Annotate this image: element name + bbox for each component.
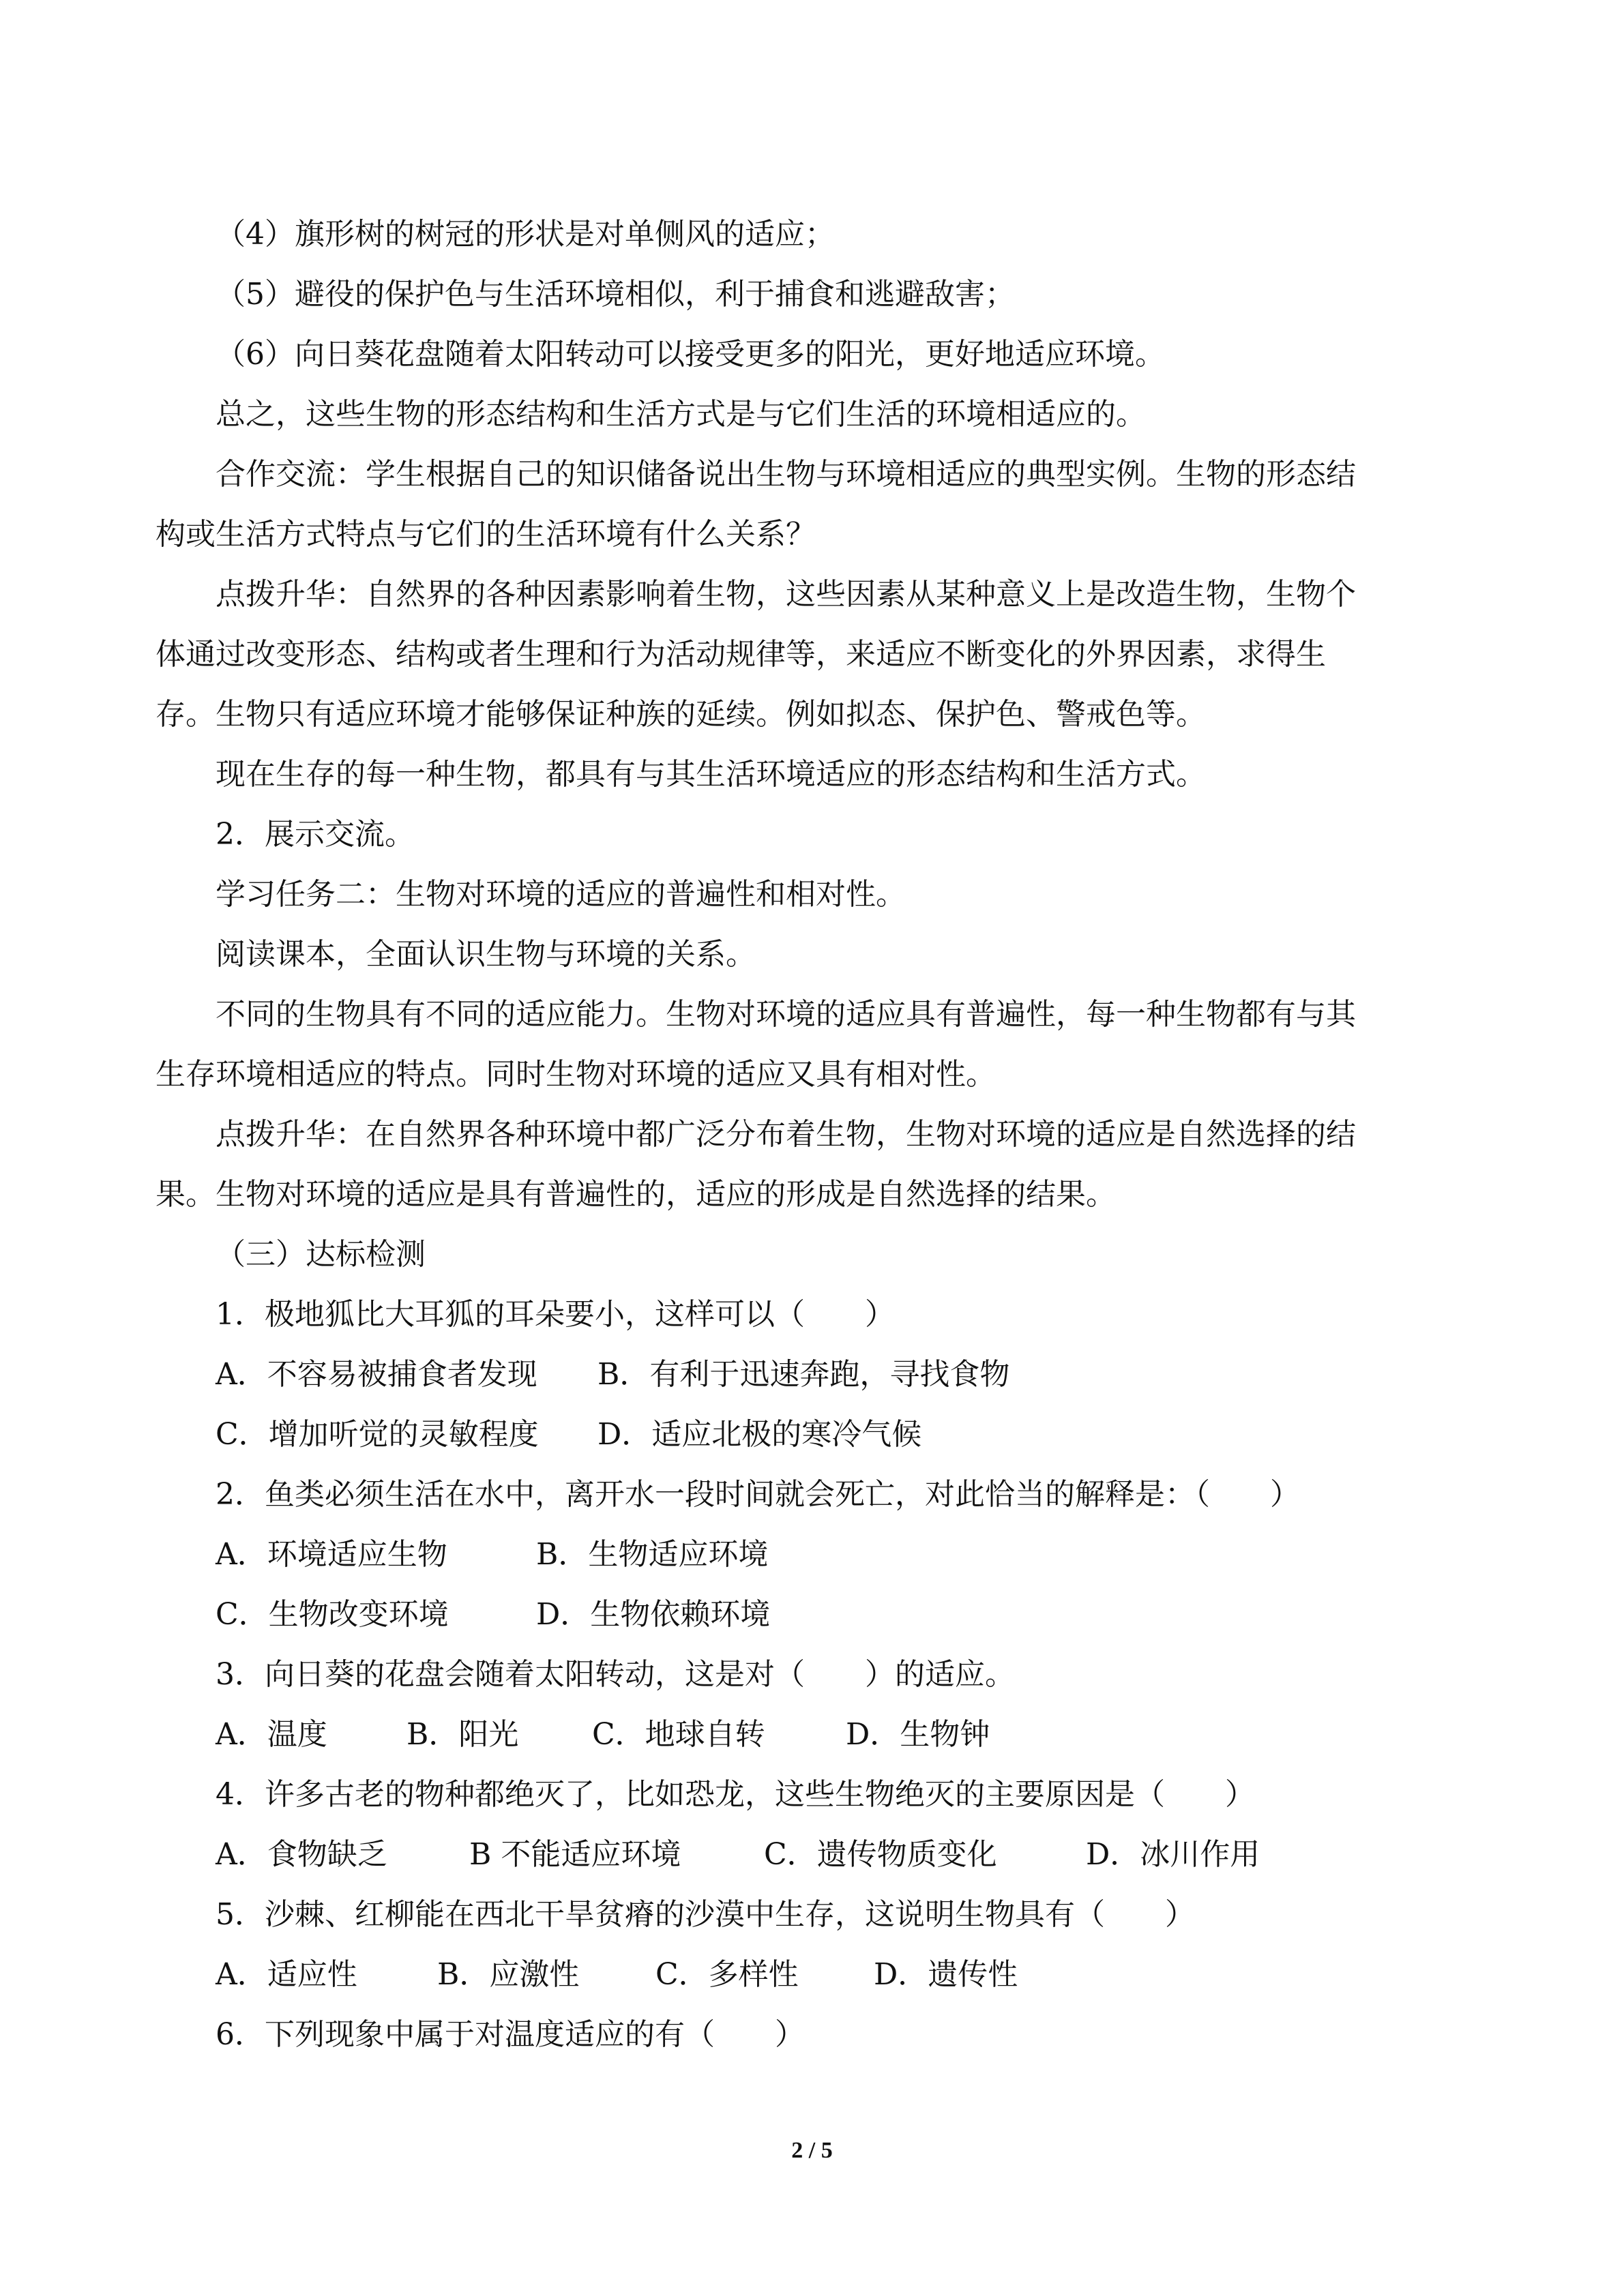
paragraph-line: 存。生物只有适应环境才能够保证种族的延续。例如拟态、保护色、警戒色等。 [156, 697, 1206, 732]
option-row [216, 1585, 1477, 1645]
option-row [216, 1945, 1477, 2005]
document-body [156, 205, 1477, 2065]
paragraph-line: 阅读课本，全面认识生物与环境的关系。 [216, 937, 756, 972]
paragraph-line: 体通过改变形态、结构或者生理和行为活动规律等，来适应不断变化的外界因素，求得生 [156, 637, 1326, 672]
paragraph-line: 2．展示交流。 [216, 817, 415, 852]
option: C．地球自转 [592, 1717, 765, 1752]
option: C．生物改变环境 [216, 1597, 449, 1632]
paragraph-line: 现在生存的每一种生物，都具有与其生活环境适应的形态结构和生活方式。 [216, 757, 1206, 792]
option: D．生物钟 [846, 1717, 990, 1752]
option: B．生物适应环境 [536, 1537, 769, 1572]
option: A．适应性 [216, 1957, 357, 1992]
paragraph-line: 合作交流：学生根据自己的知识储备说出生物与环境相适应的典型实例。生物的形态结 [216, 457, 1356, 492]
option-row [216, 1825, 1477, 1885]
paragraph-line: 点拨升华：自然界的各种因素影响着生物，这些因素从某种意义上是改造生物，生物个 [216, 577, 1356, 612]
option: D．适应北极的寒冷气候 [597, 1417, 922, 1452]
paragraph-line: 学习任务二：生物对环境的适应的普遍性和相对性。 [216, 877, 906, 912]
option: C．遗传物质变化 [764, 1837, 997, 1872]
question-stem: 4．许多古老的物种都绝灭了，比如恐龙，这些生物绝灭的主要原因是（ ） [216, 1777, 1255, 1812]
paragraph-line: （4）旗形树的树冠的形状是对单侧风的适应； [216, 217, 835, 252]
option-row [216, 1705, 1477, 1765]
option-row [216, 1405, 1477, 1465]
question-stem: 1．极地狐比大耳狐的耳朵要小，这样可以（ ） [216, 1297, 895, 1332]
option: B．有利于迅速奔跑，寻找食物 [597, 1357, 1010, 1392]
option: B．应激性 [437, 1957, 580, 1992]
paragraph-line: 构或生活方式特点与它们的生活环境有什么关系？ [156, 517, 816, 552]
paragraph-line: 总之，这些生物的形态结构和生活方式是与它们生活的环境相适应的。 [216, 397, 1146, 432]
paragraph-line: 果。生物对环境的适应是具有普遍性的，适应的形成是自然选择的结果。 [156, 1177, 1116, 1212]
page-number: 2 / 5 [791, 2138, 833, 2163]
question-stem: 3．向日葵的花盘会随着太阳转动，这是对（ ）的适应。 [216, 1657, 1015, 1692]
option: D．冰川作用 [1086, 1837, 1260, 1872]
option: A．环境适应生物 [216, 1537, 447, 1572]
option: D．遗传性 [874, 1957, 1018, 1992]
paragraph-line: （6）向日葵花盘随着太阳转动可以接受更多的阳光，更好地适应环境。 [216, 337, 1165, 372]
option: A．食物缺乏 [216, 1837, 387, 1872]
question-stem: 6．下列现象中属于对温度适应的有（ ） [216, 2017, 805, 2052]
option: A．温度 [216, 1717, 327, 1752]
question-stem: 5．沙棘、红柳能在西北干旱贫瘠的沙漠中生存，这说明生物具有（ ） [216, 1897, 1195, 1932]
paragraph-line: 点拨升华：在自然界各种环境中都广泛分布着生物，生物对环境的适应是自然选择的结 [216, 1117, 1356, 1152]
question-stem: 2．鱼类必须生活在水中，离开水一段时间就会死亡，对此恰当的解释是：（ ） [216, 1477, 1300, 1512]
paragraph-line: 生存环境相适应的特点。同时生物对环境的适应又具有相对性。 [156, 1057, 996, 1092]
option: D．生物依赖环境 [536, 1597, 771, 1632]
paragraph-line: （5）避役的保护色与生活环境相似，利于捕食和逃避敌害； [216, 277, 1015, 312]
option: B．阳光 [407, 1717, 519, 1752]
option-row [216, 1525, 1477, 1585]
option: A．不容易被捕食者发现 [216, 1357, 537, 1392]
paragraph-line: 不同的生物具有不同的适应能力。生物对环境的适应具有普遍性，每一种生物都有与其 [216, 997, 1356, 1032]
option: C．增加听觉的灵敏程度 [216, 1417, 539, 1452]
section-heading: （三）达标检测 [216, 1237, 426, 1272]
option: C．多样性 [655, 1957, 799, 1992]
option-row [216, 1345, 1477, 1405]
option: B 不能适应环境 [469, 1837, 681, 1872]
